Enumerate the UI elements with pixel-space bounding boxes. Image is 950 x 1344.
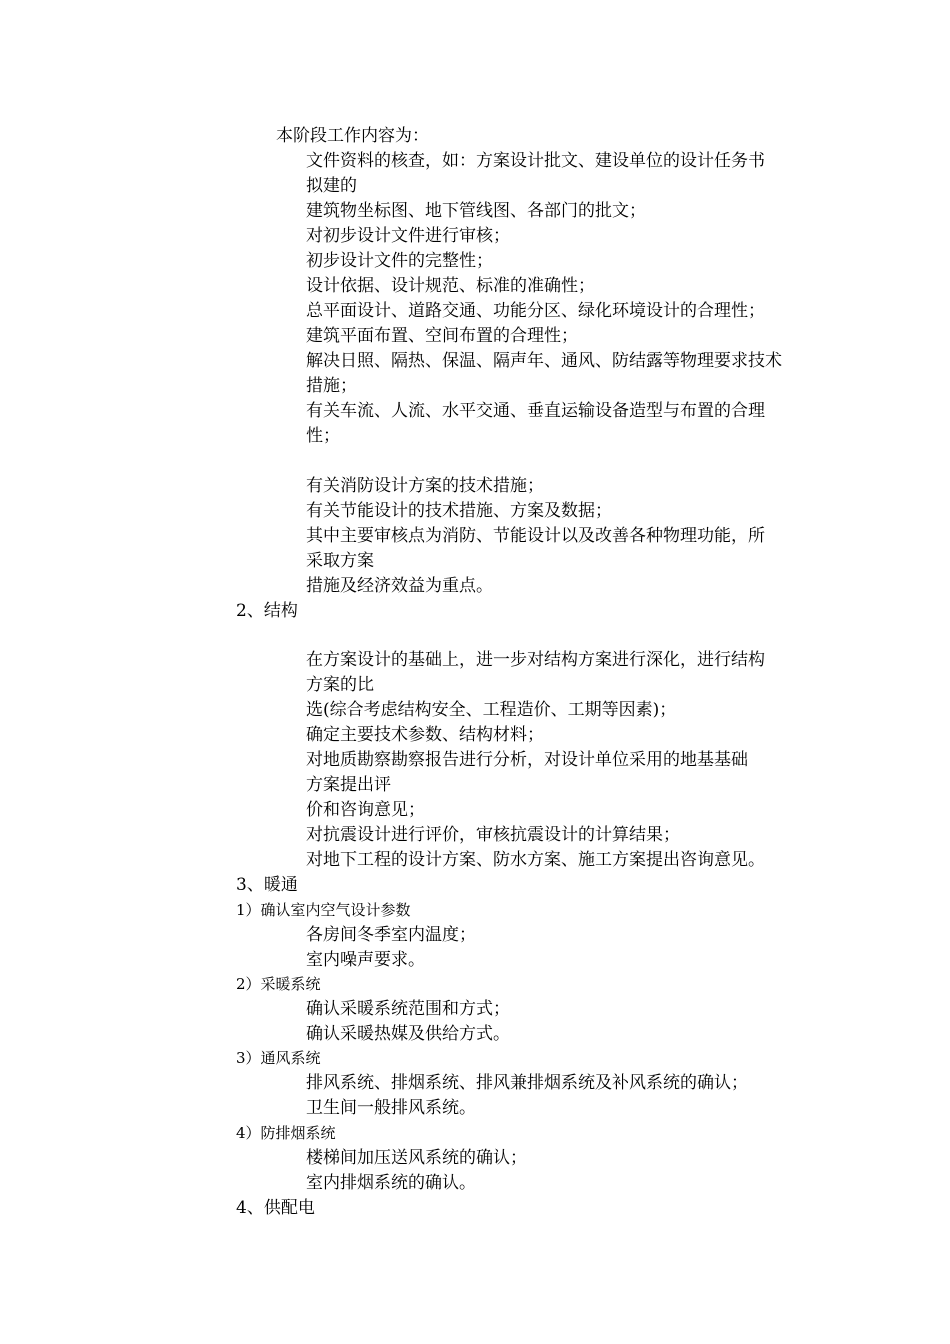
text-line: 确认采暖热媒及供给方式。 [306, 1024, 510, 1044]
text-line: 其中主要审核点为消防、节能设计以及改善各种物理功能，所 [306, 526, 765, 546]
text-line: 在方案设计的基础上，进一步对结构方案进行深化，进行结构 [306, 650, 765, 670]
text-line: 方案的比 [306, 675, 374, 695]
text-line: 有关车流、人流、水平交通、垂直运输设备造型与布置的合理 [306, 401, 765, 421]
text-line: 价和咨询意见； [306, 800, 425, 820]
text-line: 拟建的 [306, 176, 357, 196]
text-line: 建筑平面布置、空间布置的合理性； [306, 326, 578, 346]
text-line: 室内排烟系统的确认。 [306, 1173, 476, 1193]
text-line: 排风系统、排烟系统、排风兼排烟系统及补风系统的确认； [306, 1073, 748, 1093]
text-line: 措施及经济效益为重点。 [306, 576, 493, 596]
text-line: 性； [306, 426, 340, 446]
text-line: 总平面设计、道路交通、功能分区、绿化环境设计的合理性； [306, 301, 765, 321]
section-heading-structure: 2、结构 [236, 601, 298, 621]
subsection-heading: 3）通风系统 [236, 1049, 321, 1067]
text-line: 各房间冬季室内温度； [306, 925, 476, 945]
text-line: 建筑物坐标图、地下管线图、各部门的批文； [306, 201, 646, 221]
text-line: 方案提出评 [306, 775, 391, 795]
subsection-heading: 1）确认室内空气设计参数 [236, 901, 411, 919]
subsection-heading: 4）防排烟系统 [236, 1124, 336, 1142]
text-line: 卫生间一般排风系统。 [306, 1098, 476, 1118]
text-line: 对地质勘察勘察报告进行分析，对设计单位采用的地基基础 [306, 750, 748, 770]
text-line: 文件资料的核查，如：方案设计批文、建设单位的设计任务书 [306, 151, 765, 171]
text-line: 对地下工程的设计方案、防水方案、施工方案提出咨询意见。 [306, 850, 765, 870]
text-line: 有关节能设计的技术措施、方案及数据； [306, 501, 612, 521]
subsection-heading: 2）采暖系统 [236, 975, 321, 993]
section-heading-hvac: 3、暖通 [236, 875, 298, 895]
text-line: 设计依据、设计规范、标准的准确性； [306, 276, 595, 296]
text-line: 楼梯间加压送风系统的确认； [306, 1148, 527, 1168]
intro-heading: 本阶段工作内容为： [276, 126, 429, 146]
text-line: 确定主要技术参数、结构材料； [306, 725, 544, 745]
text-line: 有关消防设计方案的技术措施； [306, 476, 544, 496]
text-line: 初步设计文件的完整性； [306, 251, 493, 271]
text-line: 室内噪声要求。 [306, 950, 425, 970]
text-line: 措施； [306, 376, 357, 396]
text-line: 确认采暖系统范围和方式； [306, 999, 510, 1019]
text-line: 采取方案 [306, 551, 374, 571]
section-heading-power: 4、供配电 [236, 1198, 315, 1218]
text-line: 对初步设计文件进行审核； [306, 226, 510, 246]
text-line: 对抗震设计进行评价，审核抗震设计的计算结果； [306, 825, 680, 845]
text-line: 选(综合考虑结构安全、工程造价、工期等因素)； [306, 700, 677, 720]
text-line: 解决日照、隔热、保温、隔声年、通风、防结露等物理要求技术 [306, 351, 782, 371]
